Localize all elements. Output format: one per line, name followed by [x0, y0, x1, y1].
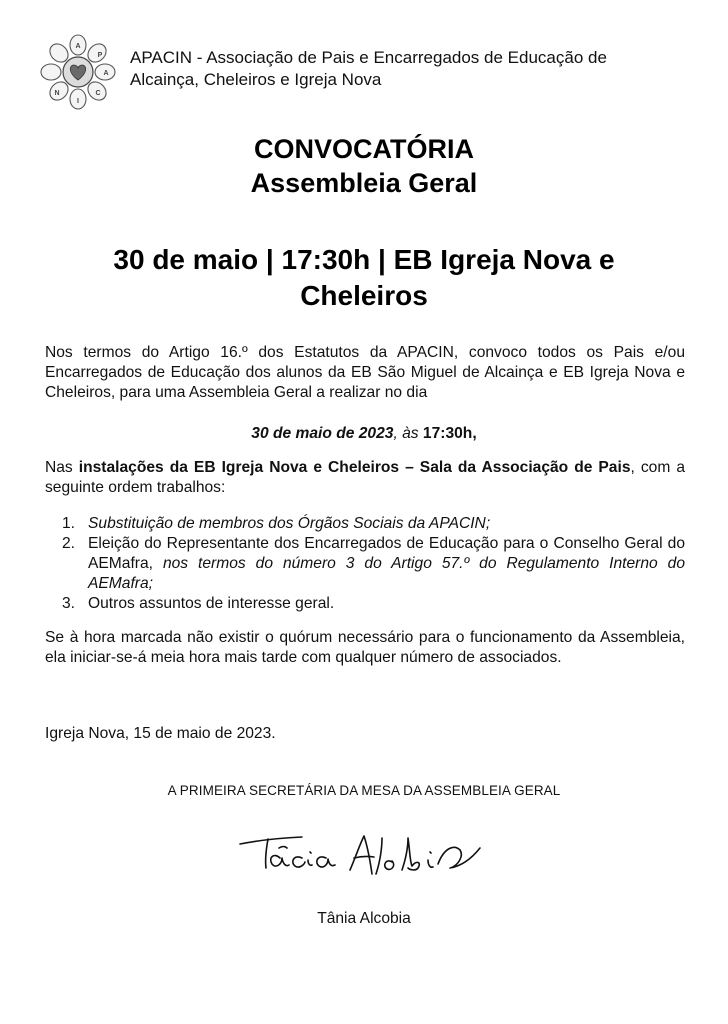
agenda-item-number: 3.	[62, 595, 76, 612]
meeting-time: 17:30h	[422, 425, 473, 442]
agenda-item-number: 2.	[62, 535, 76, 552]
document-subtitle: Assembleia Geral	[250, 168, 478, 198]
agenda-item	[62, 514, 685, 534]
apacin-logo-icon	[40, 34, 116, 110]
agenda-item-text: Substituição de membros dos Órgãos Sociais da APACIN;	[88, 515, 491, 532]
meeting-date-separator: , às	[393, 425, 423, 442]
organization-name	[130, 47, 700, 91]
svg-text:C: C	[95, 90, 101, 97]
meeting-headline-line1: 30 de maio | 17:30h | EB Igreja Nova e	[113, 244, 615, 275]
agenda-item-number: 1.	[62, 515, 76, 532]
svg-text:I: I	[77, 98, 79, 105]
agenda-item	[62, 594, 685, 614]
agenda-item	[62, 534, 685, 594]
document-title: CONVOCATÓRIA	[254, 134, 474, 164]
signatory-name: Tânia Alcobia	[317, 910, 411, 927]
svg-text:P: P	[97, 52, 103, 59]
svg-text:A: A	[103, 70, 109, 77]
quorum-paragraph: Se à hora marcada não existir o quórum necessário para o funcionamento da Assembleia, ela iniciar-se-á meia hora mais tarde com qualquer número de associados.	[45, 629, 685, 666]
agenda-item-text: Eleição do Representante dos Encarregados de Educação para o Conselho Geral do AEMafra, nos termos do número 3 do Artigo 57.º do Regulamento Interno do AEMafra;	[88, 535, 685, 592]
location-suffix: , com a seguinte ordem trabalhos:	[45, 459, 685, 496]
location-paragraph	[45, 458, 685, 498]
svg-text:N: N	[54, 90, 60, 97]
meeting-date-end: ,	[472, 425, 477, 442]
agenda-list	[62, 514, 685, 614]
meeting-date: 30 de maio de 2023	[251, 425, 394, 442]
place-and-date: Igreja Nova, 15 de maio de 2023.	[45, 725, 276, 742]
meeting-headline-line2: Cheleiros	[300, 280, 428, 311]
location-venue: instalações da EB Igreja Nova e Cheleiros – Sala da Associação de Pais	[78, 459, 631, 476]
organization-name-line2: Alcainça, Cheleiros e Igreja Nova	[130, 70, 382, 89]
organization-name-line1: APACIN - Associação de Pais e Encarregados de Educação de	[130, 48, 607, 67]
location-prefix: Nas	[45, 459, 79, 476]
intro-paragraph: Nos termos do Artigo 16.º dos Estatutos da APACIN, convoco todos os Pais e/ou Encarregados de Educação dos alunos da EB São Miguel de Alcainça e EB Igreja Nova e Cheleiros, para uma Assembleia Geral a realizar no dia	[45, 344, 685, 401]
handwritten-signature	[232, 818, 494, 890]
signatory-role: A PRIMEIRA SECRETÁRIA DA MESA DA ASSEMBLEIA GERAL	[167, 783, 561, 798]
svg-text:A: A	[75, 43, 81, 50]
meeting-date-line	[0, 424, 728, 444]
agenda-item-text: Outros assuntos de interesse geral.	[88, 595, 335, 612]
